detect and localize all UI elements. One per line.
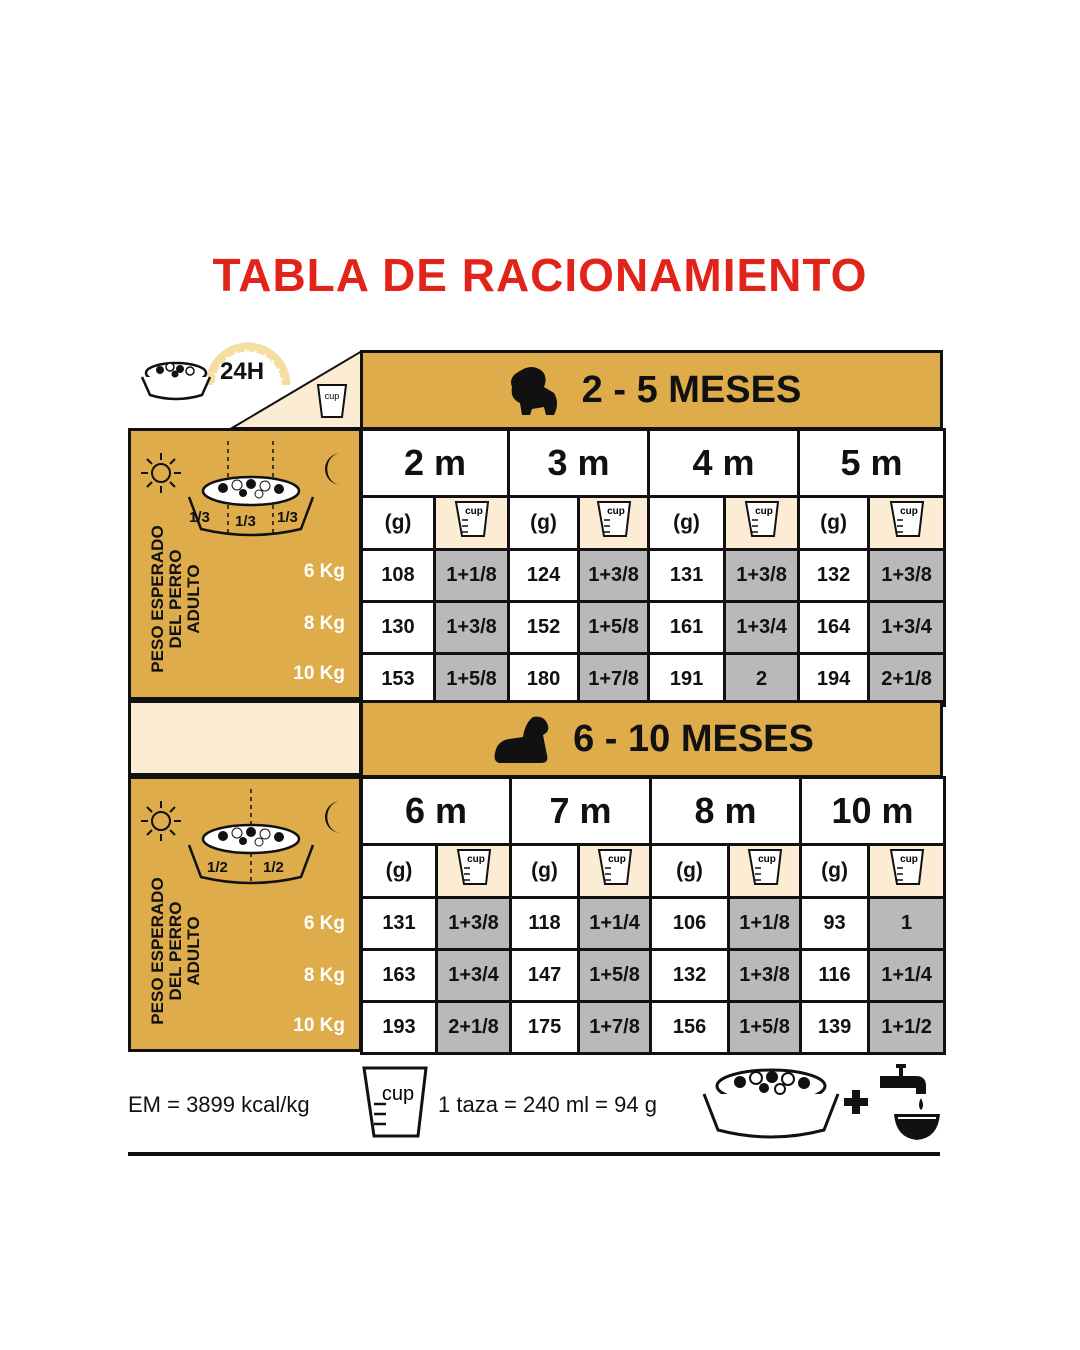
table-row (362, 550, 945, 602)
cups-cell: 1+3/8 (579, 550, 649, 602)
cup-icon (597, 848, 633, 888)
portion-fraction: 1/3 (189, 509, 210, 526)
energy-label: EM = 3899 kcal/kg (128, 1092, 310, 1117)
svg-text:cup: cup (899, 506, 918, 517)
month-header: 6 m (362, 778, 511, 845)
adult-weight-label (149, 509, 203, 689)
moon-icon (319, 451, 349, 487)
peso-line: DEL PERRO (166, 901, 185, 1001)
month-header: 10 m (801, 778, 945, 845)
cups-cell: 1+5/8 (729, 1002, 801, 1054)
weight-6kg: 6 Kg (303, 561, 345, 582)
ration-table-2 (360, 776, 946, 1055)
cup-header (435, 497, 509, 550)
weight-10kg: 10 Kg (293, 663, 345, 684)
cup-icon (454, 500, 490, 540)
weight-6kg: 6 Kg (303, 913, 345, 934)
cup-header (729, 845, 801, 898)
table-row (362, 898, 945, 950)
cups-cell: 1+5/8 (435, 654, 509, 706)
cup-icon (889, 500, 925, 540)
page-title: TABLA DE RACIONAMIENTO (212, 249, 868, 301)
grams-cell: 194 (799, 654, 869, 706)
cups-cell: 1 (869, 898, 945, 950)
grams-cell: 147 (511, 950, 579, 1002)
cup-header (437, 845, 511, 898)
cup-header (725, 497, 799, 550)
table-row (362, 1002, 945, 1054)
grams-cell: 93 (801, 898, 869, 950)
section-header-2 (360, 700, 943, 778)
section-header-1 (360, 350, 943, 430)
portion-fraction: 1/3 (235, 513, 256, 530)
month-header: 4 m (649, 430, 799, 497)
cups-cell: 1+5/8 (579, 950, 651, 1002)
svg-text:cup: cup (607, 854, 626, 865)
cups-cell: 1+7/8 (579, 1002, 651, 1054)
cup-icon (744, 500, 780, 540)
grams-cell: 108 (362, 550, 435, 602)
grams-cell: 161 (649, 602, 725, 654)
grams-cell: 191 (649, 654, 725, 706)
weight-10kg: 10 Kg (293, 1015, 345, 1036)
svg-text:cup: cup (757, 854, 776, 865)
cups-cell: 2 (725, 654, 799, 706)
svg-text:cup: cup (464, 506, 483, 517)
ration-table-1 (360, 428, 946, 707)
cup-header (869, 497, 945, 550)
cup-text: cup (381, 1083, 415, 1105)
cups-cell: 1+7/8 (579, 654, 649, 706)
peso-line: ADULTO (184, 916, 203, 986)
hours-label: 24H (220, 358, 265, 385)
adult-weight-label (149, 861, 203, 1041)
weight-8kg: 8 Kg (303, 613, 345, 634)
sun-icon (139, 799, 183, 843)
grams-cell: 118 (511, 898, 579, 950)
bowl-icon (142, 363, 210, 399)
cups-cell: 1+3/8 (729, 950, 801, 1002)
grams-header: (g) (362, 845, 437, 898)
grams-cell: 131 (649, 550, 725, 602)
month-header: 3 m (509, 430, 649, 497)
grams-cell: 139 (801, 1002, 869, 1054)
peso-line: PESO ESPERADO (148, 525, 167, 673)
cups-cell: 2+1/8 (869, 654, 945, 706)
grams-cell: 131 (362, 898, 437, 950)
peso-line: PESO ESPERADO (148, 877, 167, 1025)
month-header: 7 m (511, 778, 651, 845)
cups-cell: 1+3/4 (725, 602, 799, 654)
moon-icon (319, 799, 349, 835)
month-header: 5 m (799, 430, 945, 497)
grams-header: (g) (509, 497, 579, 550)
cup-header (869, 845, 945, 898)
grams-header: (g) (649, 497, 725, 550)
cup-equivalence: 1 taza = 240 ml = 94 g (438, 1092, 657, 1117)
grams-header: (g) (362, 497, 435, 550)
cups-cell: 1+3/8 (725, 550, 799, 602)
svg-text:cup: cup (324, 391, 340, 401)
grams-cell: 193 (362, 1002, 437, 1054)
left-panel-1 (128, 428, 362, 700)
portion-fraction: 1/3 (277, 509, 298, 526)
cups-cell: 2+1/8 (437, 1002, 511, 1054)
cup-icon (360, 1064, 430, 1140)
grams-cell: 130 (362, 602, 435, 654)
month-header: 8 m (651, 778, 801, 845)
cup-header (579, 845, 651, 898)
grams-cell: 132 (799, 550, 869, 602)
section-label: 6 - 10 MESES (573, 717, 814, 760)
svg-text:cup: cup (606, 506, 625, 517)
left-panel-2 (128, 776, 362, 1052)
puppy-icon (502, 363, 564, 417)
section-label: 2 - 5 MESES (581, 368, 802, 411)
cups-cell: 1+3/8 (869, 550, 945, 602)
grams-cell: 164 (799, 602, 869, 654)
grams-cell: 163 (362, 950, 437, 1002)
cups-cell: 1+1/4 (869, 950, 945, 1002)
grams-header: (g) (799, 497, 869, 550)
bowl-portions-icon (183, 789, 323, 889)
cups-cell: 1+1/8 (729, 898, 801, 950)
svg-text:cup: cup (899, 854, 918, 865)
svg-text:cup: cup (466, 854, 485, 865)
grams-cell: 132 (651, 950, 729, 1002)
grams-cell: 152 (509, 602, 579, 654)
peso-line: DEL PERRO (166, 549, 185, 649)
grams-header: (g) (801, 845, 869, 898)
cup-icon (596, 500, 632, 540)
grams-cell: 180 (509, 654, 579, 706)
cup-icon (456, 848, 492, 888)
table-row (362, 950, 945, 1002)
peso-line: ADULTO (184, 564, 203, 634)
adult-dog-icon (489, 713, 555, 765)
grams-cell: 175 (511, 1002, 579, 1054)
cup-header (579, 497, 649, 550)
grams-cell: 153 (362, 654, 435, 706)
weight-8kg: 8 Kg (303, 965, 345, 986)
footer-rule (128, 1152, 940, 1156)
cups-cell: 1+3/4 (437, 950, 511, 1002)
bowl-icon (700, 1064, 842, 1140)
cups-cell: 1+1/8 (435, 550, 509, 602)
plus-icon (842, 1088, 870, 1116)
grams-cell: 116 (801, 950, 869, 1002)
cups-cell: 1+3/8 (435, 602, 509, 654)
grams-header: (g) (651, 845, 729, 898)
cups-cell: 1+1/4 (579, 898, 651, 950)
cups-cell: 1+3/8 (437, 898, 511, 950)
portion-fraction: 1/2 (263, 859, 284, 876)
cup-icon (889, 848, 925, 888)
grams-cell: 156 (651, 1002, 729, 1054)
cups-cell: 1+1/2 (869, 1002, 945, 1054)
grams-cell: 106 (651, 898, 729, 950)
month-header: 2 m (362, 430, 509, 497)
water-tap-icon (876, 1062, 944, 1144)
grams-cell: 124 (509, 550, 579, 602)
cup-icon (318, 385, 346, 417)
sun-icon (139, 451, 183, 495)
table-row (362, 602, 945, 654)
spacer-panel (128, 700, 362, 776)
grams-header: (g) (511, 845, 579, 898)
portion-fraction: 1/2 (207, 859, 228, 876)
cups-cell: 1+3/4 (869, 602, 945, 654)
cups-cell: 1+5/8 (579, 602, 649, 654)
cup-icon (747, 848, 783, 888)
svg-text:cup: cup (754, 506, 773, 517)
table-row (362, 654, 945, 706)
